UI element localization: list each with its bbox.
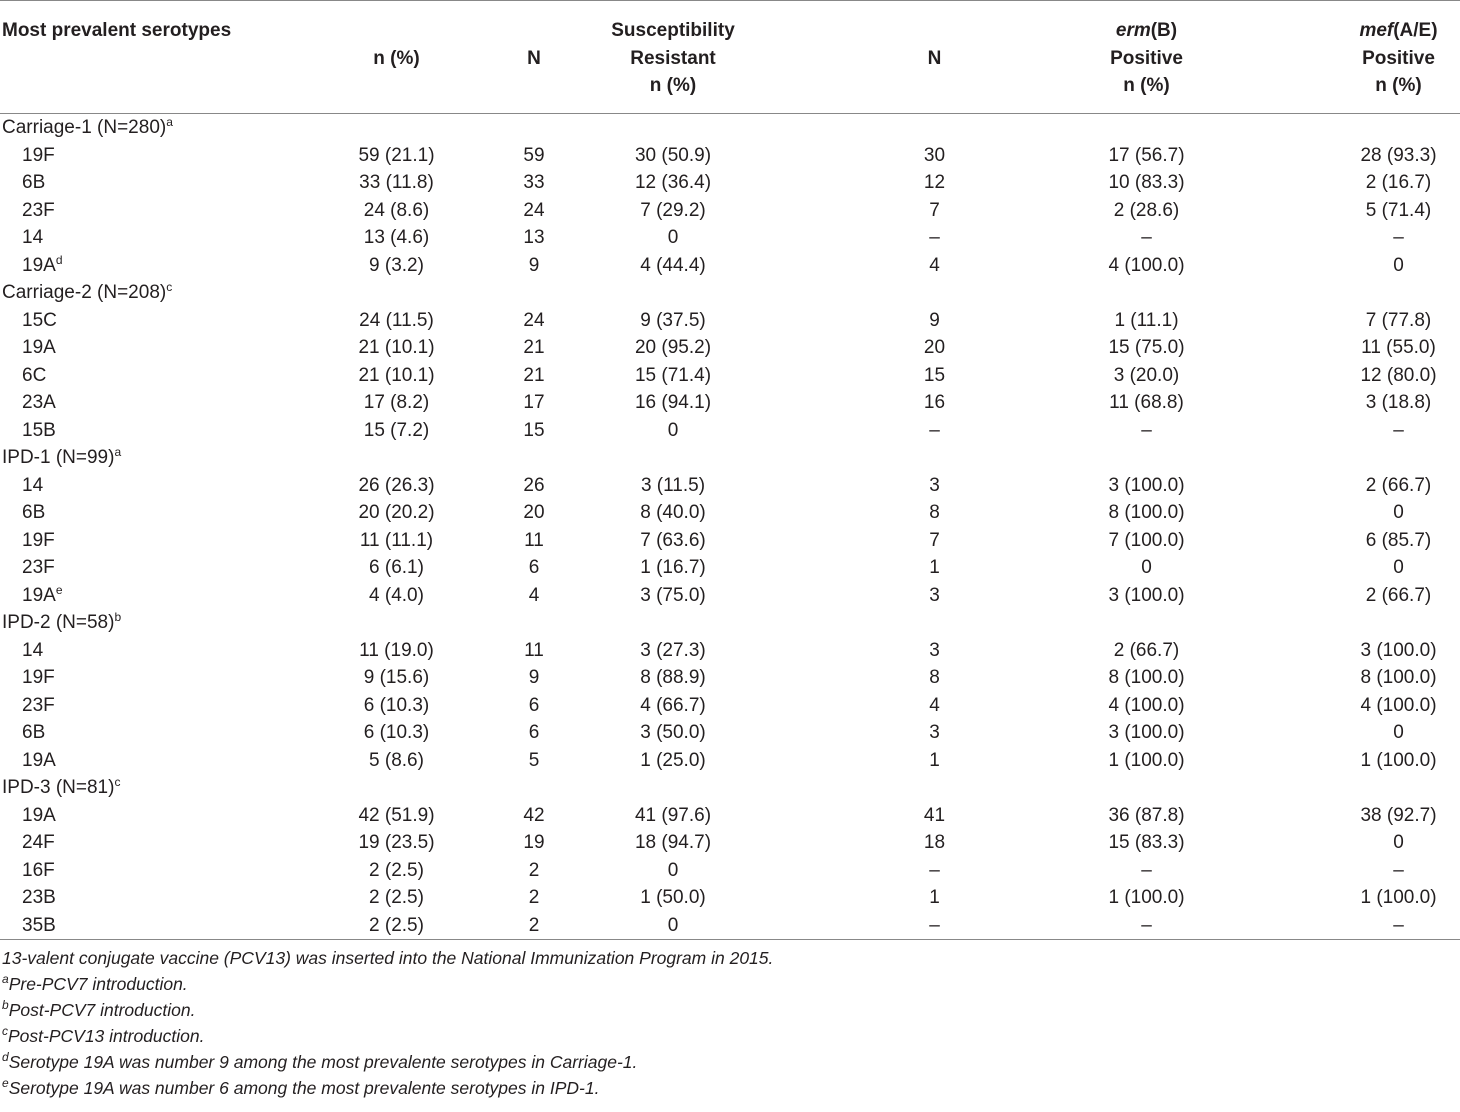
cell-n: 15 bbox=[523, 419, 545, 441]
table-row bbox=[0, 197, 1460, 225]
cell-erm-positive: 0 bbox=[1141, 557, 1152, 578]
footnote-mark: d bbox=[55, 252, 63, 267]
header-n: N bbox=[456, 1, 601, 114]
header-susceptibility-line1: Susceptibility bbox=[611, 20, 735, 41]
cell-n-pct: 24 (8.6) bbox=[363, 199, 430, 221]
cell-resistant: 3 (50.0) bbox=[640, 722, 706, 743]
table-header bbox=[0, 1, 1460, 114]
cell-n2: 3 bbox=[929, 474, 940, 496]
footnote-mark: c bbox=[166, 280, 173, 294]
cell-erm-positive: 3 (20.0) bbox=[1113, 364, 1180, 386]
cell-mef-positive: 6 (85.7) bbox=[1365, 529, 1432, 551]
cell-n: 24 bbox=[523, 309, 545, 331]
group-label: Carriage-2 (N=208)$^c$ bbox=[2, 280, 173, 303]
cell-serotype: $19A^d$ bbox=[22, 252, 63, 276]
cell-mef-positive: 38 (92.7) bbox=[1360, 804, 1437, 826]
cell-n: 4 bbox=[528, 584, 540, 606]
table-body bbox=[0, 114, 1460, 940]
table-row bbox=[0, 857, 1460, 885]
table-row bbox=[0, 307, 1460, 335]
footnote-mark: e bbox=[55, 582, 63, 597]
cell-n2: 4 bbox=[929, 694, 940, 716]
table-row bbox=[0, 912, 1460, 940]
cell-n2: 7 bbox=[929, 529, 940, 551]
cell-mef-positive: 28 (93.3) bbox=[1360, 144, 1437, 166]
cell-n: 26 bbox=[523, 474, 545, 496]
group-row bbox=[0, 609, 1460, 637]
group-row bbox=[0, 444, 1460, 472]
cell-resistant: 8 (88.9) bbox=[640, 667, 706, 688]
cell-serotype: 15C bbox=[22, 309, 57, 331]
cell-erm-positive: 8 (100.0) bbox=[1108, 667, 1185, 688]
cell-n: 9 bbox=[528, 667, 540, 688]
cell-serotype: 19F bbox=[22, 529, 55, 551]
cell-n2: 30 bbox=[923, 144, 946, 166]
cell-n: 11 bbox=[524, 639, 544, 661]
cell-n2: 1 bbox=[929, 749, 940, 771]
cell-resistant: 30 (50.9) bbox=[634, 144, 712, 166]
cell-n: 6 bbox=[528, 722, 540, 743]
cell-n-pct: 11 (11.1) bbox=[359, 529, 434, 551]
cell-mef-positive: 2 (66.7) bbox=[1365, 584, 1432, 606]
cell-erm-positive: 2 (66.7) bbox=[1113, 639, 1180, 661]
cell-n: 20 bbox=[523, 502, 545, 523]
cell-n2: 1 bbox=[929, 557, 940, 578]
cell-n2: 3 bbox=[929, 639, 940, 661]
cell-n: 42 bbox=[523, 804, 545, 826]
header-erm: erm(B) Positive n (%) bbox=[1020, 1, 1246, 114]
cell-resistant: 1 (50.0) bbox=[640, 887, 706, 908]
table-row bbox=[0, 884, 1460, 912]
cell-n2: 3 bbox=[929, 722, 940, 743]
table-row bbox=[0, 664, 1460, 692]
cell-erm-positive: 10 (83.3) bbox=[1108, 172, 1185, 193]
cell-serotype: 23A bbox=[22, 392, 56, 413]
cell-n2: 1 bbox=[929, 887, 940, 908]
header-serotypes: Most prevalent serotypes bbox=[0, 1, 270, 114]
cell-n2: 12 bbox=[923, 172, 946, 193]
cell-n: 6 bbox=[528, 557, 540, 578]
cell-n: 6 bbox=[528, 694, 540, 716]
cell-n-pct: 4 (4.0) bbox=[369, 584, 424, 606]
cell-erm-positive: 8 (100.0) bbox=[1108, 502, 1185, 523]
footnote-mark: e bbox=[2, 1076, 9, 1090]
cell-mef-positive: – bbox=[1246, 912, 1460, 940]
cell-mef-positive: – bbox=[1393, 859, 1404, 881]
cell-n2: 8 bbox=[929, 502, 940, 523]
cell-serotype: 14 bbox=[22, 474, 44, 496]
cell-n-pct: 6 (10.3) bbox=[363, 694, 430, 716]
cell-resistant: 0 bbox=[601, 912, 864, 940]
cell-mef-positive: 11 (55.0) bbox=[1361, 337, 1436, 358]
cell-n2: 16 bbox=[923, 392, 946, 413]
cell-serotype: 23F bbox=[22, 694, 55, 716]
cell-n-pct: 59 (21.1) bbox=[358, 144, 435, 166]
cell-serotype: 19A bbox=[22, 804, 56, 826]
cell-resistant: 1 (16.7) bbox=[640, 557, 706, 578]
cell-n: 2 bbox=[528, 859, 540, 881]
table-row bbox=[0, 747, 1460, 775]
cell-n: 24 bbox=[523, 199, 545, 221]
cell-n2: 7 bbox=[929, 199, 940, 221]
table-row bbox=[0, 169, 1460, 197]
cell-mef-positive: 7 (77.8) bbox=[1365, 309, 1432, 331]
cell-erm-positive: – bbox=[1141, 859, 1152, 881]
cell-erm-positive: – bbox=[1141, 227, 1152, 248]
cell-mef-positive: 1 (100.0) bbox=[1360, 887, 1437, 908]
table-row bbox=[0, 637, 1460, 665]
cell-serotype: 6B bbox=[22, 722, 46, 743]
cell-erm-positive: 15 (75.0) bbox=[1108, 337, 1185, 358]
header-susceptibility-line3: n (%) bbox=[649, 75, 697, 96]
cell-serotype: $19A^e$ bbox=[22, 582, 63, 606]
cell-n2: – bbox=[929, 419, 940, 441]
cell-mef-positive: 0 bbox=[1393, 832, 1404, 853]
footnote-mark: c bbox=[2, 1024, 8, 1038]
cell-resistant: 20 (95.2) bbox=[634, 337, 712, 358]
cell-n2: 4 bbox=[929, 254, 940, 276]
table-footnotes bbox=[0, 945, 1460, 1101]
cell-resistant: 0 bbox=[667, 859, 679, 881]
cell-erm-positive: 11 (68.8) bbox=[1109, 392, 1184, 413]
cell-n: 2 bbox=[528, 887, 540, 908]
cell-serotype: 6C bbox=[22, 364, 47, 386]
cell-n2: – bbox=[929, 859, 940, 881]
cell-mef-positive: 8 (100.0) bbox=[1360, 667, 1437, 688]
cell-n-pct: 11 (19.0) bbox=[359, 639, 434, 661]
cell-mef-positive: 12 (80.0) bbox=[1360, 364, 1437, 386]
cell-mef-positive: 1 (100.0) bbox=[1360, 749, 1437, 771]
cell-serotype: 23F bbox=[22, 199, 55, 221]
footnote-item: $^a$Pre-PCV7 introduction. bbox=[2, 972, 188, 994]
cell-n2: – bbox=[929, 227, 940, 248]
footnote-item: $^c$Post-PCV13 introduction. bbox=[2, 1024, 205, 1046]
table-row bbox=[0, 224, 1460, 252]
cell-erm-positive: 3 (100.0) bbox=[1108, 584, 1185, 606]
table-row bbox=[0, 829, 1460, 857]
cell-n2: 20 bbox=[923, 337, 946, 358]
cell-n-pct: 26 (26.3) bbox=[358, 474, 435, 496]
cell-n2: 18 bbox=[923, 832, 946, 853]
cell-erm-positive: – bbox=[1141, 419, 1152, 441]
table-row bbox=[0, 527, 1460, 555]
cell-n-pct: 21 (10.1) bbox=[358, 364, 435, 386]
group-row bbox=[0, 114, 1460, 142]
cell-n: 19 bbox=[523, 832, 545, 853]
cell-serotype: 24F bbox=[22, 832, 55, 853]
group-label: IPD-2 (N=58)$^b$ bbox=[2, 610, 122, 633]
cell-resistant: 0 bbox=[667, 227, 679, 248]
footnote-intro: 13-valent conjugate vaccine (PCV13) was inserted into the National Immunization Program in 2015. bbox=[2, 948, 774, 968]
cell-mef-positive: 2 (66.7) bbox=[1365, 474, 1432, 496]
cell-resistant: 16 (94.1) bbox=[634, 392, 712, 413]
cell-n-pct: 6 (6.1) bbox=[369, 557, 424, 578]
cell-erm-positive: 1 (100.0) bbox=[1108, 887, 1185, 908]
cell-erm-positive: 3 (100.0) bbox=[1108, 722, 1185, 743]
cell-erm-positive: 4 (100.0) bbox=[1108, 254, 1185, 276]
cell-n2: 8 bbox=[929, 667, 940, 688]
table-row bbox=[0, 362, 1460, 390]
cell-resistant: 8 (40.0) bbox=[640, 502, 706, 523]
footnote-mark: b bbox=[114, 610, 122, 624]
cell-resistant: 9 (37.5) bbox=[640, 309, 706, 331]
footnote-item: $^d$Serotype 19A was number 9 among the most prevalente serotypes in Carriage-1. bbox=[2, 1050, 638, 1072]
header-susceptibility-line2: Resistant bbox=[630, 47, 716, 69]
table-row bbox=[0, 499, 1460, 527]
cell-resistant: 4 (66.7) bbox=[640, 694, 706, 716]
cell-resistant: 7 (29.2) bbox=[640, 199, 706, 221]
group-row bbox=[0, 774, 1460, 802]
cell-resistant: 4 (44.4) bbox=[640, 254, 706, 276]
cell-mef-positive: 4 (100.0) bbox=[1360, 694, 1437, 716]
table-row bbox=[0, 334, 1460, 362]
table-row bbox=[0, 692, 1460, 720]
cell-erm-positive: 7 (100.0) bbox=[1108, 529, 1185, 551]
cell-n-pct: 9 (3.2) bbox=[369, 254, 424, 276]
cell-n-pct: 5 (8.6) bbox=[369, 749, 424, 771]
cell-mef-positive: – bbox=[1393, 227, 1404, 248]
cell-n-pct: 21 (10.1) bbox=[358, 337, 435, 358]
cell-serotype: 19A bbox=[22, 337, 56, 358]
cell-erm-positive: 1 (11.1) bbox=[1114, 309, 1179, 331]
cell-mef-positive: 0 bbox=[1393, 557, 1404, 578]
cell-n-pct: 2 (2.5) bbox=[369, 859, 424, 881]
cell-mef-positive: – bbox=[1393, 419, 1404, 441]
cell-mef-positive: 2 (16.7) bbox=[1365, 172, 1432, 193]
cell-resistant: 15 (71.4) bbox=[634, 364, 712, 386]
cell-n: 9 bbox=[528, 254, 540, 276]
group-label: IPD-3 (N=81)$^c$ bbox=[2, 775, 121, 798]
footnote-mark: a bbox=[2, 972, 9, 986]
header-n-pct: n (%) bbox=[270, 1, 456, 114]
cell-n-pct: 2 (2.5) bbox=[369, 887, 424, 908]
footnote-mark: a bbox=[166, 115, 173, 129]
cell-erm-positive: 2 (28.6) bbox=[1113, 199, 1180, 221]
cell-n-pct: 19 (23.5) bbox=[358, 832, 435, 853]
cell-n-pct: 2 (2.5) bbox=[270, 912, 456, 940]
group-row bbox=[0, 279, 1460, 307]
cell-n2: 9 bbox=[929, 309, 940, 331]
cell-n: 33 bbox=[523, 172, 545, 193]
cell-n-pct: 33 (11.8) bbox=[359, 172, 434, 193]
cell-n2: 3 bbox=[929, 584, 940, 606]
cell-mef-positive: 3 (18.8) bbox=[1365, 392, 1432, 413]
header-n2: N bbox=[864, 1, 1020, 114]
cell-erm-positive: 17 (56.7) bbox=[1108, 144, 1185, 166]
header-mef-gene: mef bbox=[1359, 20, 1394, 41]
cell-erm-positive: 15 (83.3) bbox=[1108, 832, 1185, 853]
cell-resistant: 18 (94.7) bbox=[634, 832, 712, 853]
cell-erm-positive: 3 (100.0) bbox=[1108, 474, 1185, 496]
header-erm-gene: erm bbox=[1115, 20, 1151, 41]
footnote-list bbox=[2, 971, 1460, 1101]
cell-n-pct: 6 (10.3) bbox=[363, 722, 430, 743]
footnote-mark: a bbox=[114, 445, 122, 459]
cell-serotype: 19A bbox=[22, 749, 56, 771]
cell-n2: 41 bbox=[923, 804, 946, 826]
table-row bbox=[0, 472, 1460, 500]
cell-mef-positive: 5 (71.4) bbox=[1365, 199, 1432, 221]
table-row bbox=[0, 554, 1460, 582]
cell-erm-positive: – bbox=[1020, 912, 1246, 940]
cell-resistant: 41 (97.6) bbox=[634, 804, 712, 826]
table-row bbox=[0, 719, 1460, 747]
footnote-mark: c bbox=[114, 775, 121, 789]
table-row bbox=[0, 389, 1460, 417]
cell-n-pct: 42 (51.9) bbox=[358, 804, 435, 826]
cell-mef-positive: 0 bbox=[1393, 254, 1404, 276]
header-susceptibility bbox=[601, 1, 864, 114]
cell-n2: 15 bbox=[923, 364, 946, 386]
cell-serotype: 14 bbox=[22, 227, 44, 248]
cell-resistant: 1 (25.0) bbox=[640, 749, 706, 771]
cell-resistant: 0 bbox=[667, 419, 679, 441]
footnote-item: $^b$Post-PCV7 introduction. bbox=[2, 998, 196, 1020]
cell-mef-positive: 0 bbox=[1393, 722, 1404, 743]
cell-n2: – bbox=[864, 912, 1020, 940]
cell-n-pct: 17 (8.2) bbox=[363, 392, 430, 413]
cell-n-pct: 13 (4.6) bbox=[363, 227, 430, 248]
cell-erm-positive: 36 (87.8) bbox=[1108, 804, 1185, 826]
cell-n: 2 bbox=[456, 912, 601, 940]
cell-n: 21 bbox=[523, 337, 545, 358]
cell-mef-positive: 0 bbox=[1393, 502, 1404, 523]
table-row bbox=[0, 142, 1460, 170]
footnote-mark: d bbox=[2, 1050, 9, 1064]
cell-resistant: 12 (36.4) bbox=[634, 172, 712, 193]
cell-n: 59 bbox=[523, 144, 545, 166]
cell-n: 5 bbox=[528, 749, 540, 771]
cell-resistant: 3 (75.0) bbox=[640, 584, 706, 606]
header-mef: mef(A/E) Positive n (%) bbox=[1246, 1, 1460, 114]
cell-resistant: 7 (63.6) bbox=[640, 529, 706, 551]
table-row bbox=[0, 252, 1460, 280]
cell-erm-positive: 4 (100.0) bbox=[1108, 694, 1185, 716]
cell-serotype: 6B bbox=[22, 502, 46, 523]
cell-n: 17 bbox=[523, 392, 545, 413]
cell-serotype: 15B bbox=[22, 419, 56, 441]
cell-serotype: 14 bbox=[22, 639, 44, 661]
cell-erm-positive: 1 (100.0) bbox=[1108, 749, 1185, 771]
cell-n: 21 bbox=[523, 364, 545, 386]
cell-resistant: 3 (11.5) bbox=[640, 474, 706, 496]
cell-n: 13 bbox=[523, 227, 545, 248]
cell-serotype: 19F bbox=[22, 667, 55, 688]
table-row bbox=[0, 417, 1460, 445]
group-label: Carriage-1 (N=280)$^a$ bbox=[2, 115, 173, 138]
cell-serotype: 23F bbox=[22, 557, 55, 578]
cell-resistant: 3 (27.3) bbox=[640, 639, 706, 661]
group-label: IPD-1 (N=99)$^a$ bbox=[2, 445, 122, 468]
cell-serotype: 6B bbox=[22, 172, 46, 193]
footnote-item: $^e$Serotype 19A was number 6 among the most prevalente serotypes in IPD-1. bbox=[2, 1076, 600, 1098]
cell-n-pct: 15 (7.2) bbox=[363, 419, 430, 441]
cell-mef-positive: 3 (100.0) bbox=[1360, 639, 1437, 661]
cell-n: 11 bbox=[524, 529, 544, 551]
cell-n-pct: 9 (15.6) bbox=[363, 667, 430, 688]
cell-serotype: 16F bbox=[22, 859, 55, 881]
cell-n-pct: 20 (20.2) bbox=[358, 502, 435, 523]
table-row bbox=[0, 802, 1460, 830]
cell-n-pct: 24 (11.5) bbox=[359, 309, 434, 331]
cell-serotype: 35B bbox=[0, 912, 270, 940]
footnote-mark: b bbox=[2, 998, 9, 1012]
table-row bbox=[0, 582, 1460, 610]
cell-serotype: 19F bbox=[22, 144, 55, 166]
cell-serotype: 23B bbox=[22, 887, 56, 908]
